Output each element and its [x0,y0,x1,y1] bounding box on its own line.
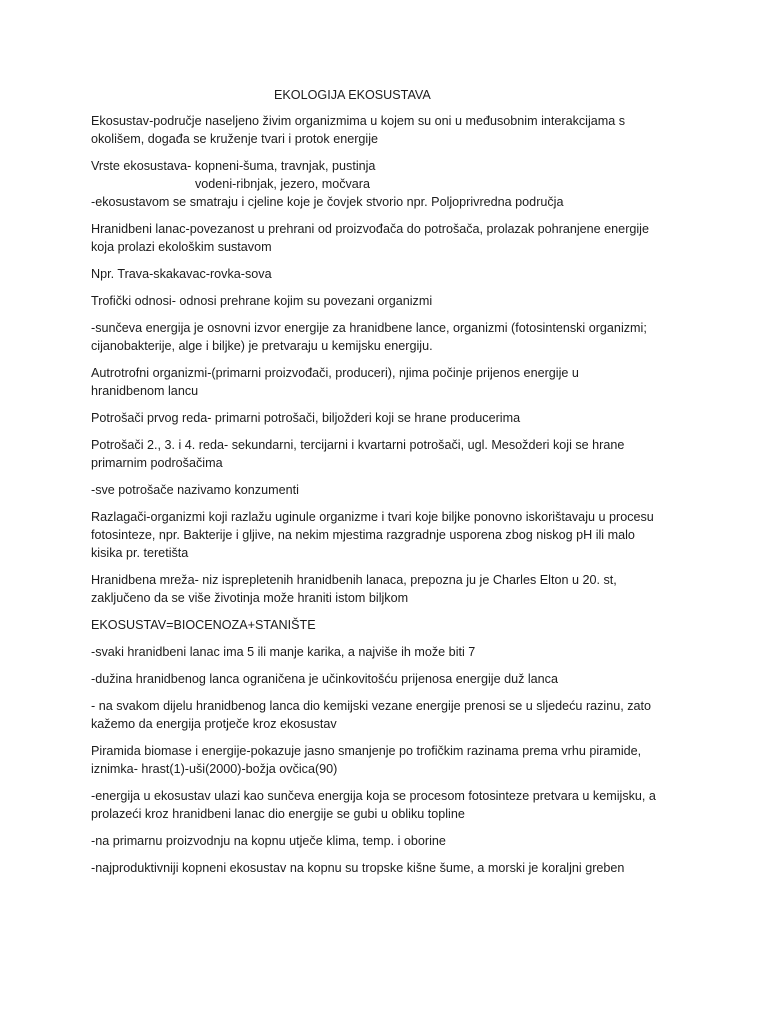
text-line: iznimka- hrast(1)-uši(2000)-božja ovčica(90) [91,762,338,776]
page-title: EKOLOGIJA EKOSUSTAVA [274,88,431,102]
text-line: Potrošači prvog reda- primarni potrošači, biljožderi koji se hrane producerima [91,411,521,425]
text-line: fotosinteze, npr. Bakterije i gljive, na nekim mjestima razgradnje usporena zbog niskog pH ili malo [91,528,635,542]
text-line: kažemo da energija protječe kroz ekosustav [91,717,337,731]
paragraph-ekosustav [91,112,691,148]
text-line: Potrošači 2., 3. i 4. reda- sekundarni, tercijarni i kvartarni potrošači, ugl. Mesožderi koji se hrane [91,438,625,452]
paragraph-primjer [91,265,691,283]
text-line: -energija u ekosustav ulazi kao sunčeva energija koja se procesom fotosinteze pretvara u kemijsku, a [91,789,656,803]
paragraph-protok-energije [91,697,691,733]
paragraph-broj-karika [91,643,691,661]
paragraph-hranidbeni-lanac [91,220,691,256]
text-line: primarnim podrošačima [91,456,223,470]
paragraph-troficki-odnosi [91,292,691,310]
paragraph-primarna-proizvodnja [91,832,691,850]
text-line: -ekosustavom se smatraju i cjeline koje je čovjek stvorio npr. Poljoprivredna područja [91,195,564,209]
text-line: cijanobakterije, alge i biljke) je pretvaraju u kemijsku energiju. [91,339,433,353]
text-line: kisika pr. teretišta [91,546,189,560]
text-line: okolišem, događa se kruženje tvari i protok energije [91,132,379,146]
text-line: Ekosustav-područje naseljeno živim organizmima u kojem su oni u međusobnim interakcijama s [91,114,626,128]
text-line: Hranidbena mreža- niz isprepletenih hranidbenih lanaca, prepozna ju je Charles Elton u 20. st, [91,573,617,587]
text-line: -dužina hranidbenog lanca ograničena je učinkovitošću prijenosa energije duž lanca [91,672,558,686]
paragraph-vrste-ekosustava [91,157,691,211]
text-line: Hranidbeni lanac-povezanost u prehrani od proizvođača do potrošača, prolazak pohranjene energije [91,222,649,236]
text-line: -sunčeva energija je osnovni izvor energije za hranidbene lance, organizmi (fotosintenski organizmi; [91,321,647,335]
paragraph-najproduktivniji [91,859,691,877]
paragraph-ekosustav-formula [91,616,691,634]
paragraph-autotrofni [91,364,691,400]
text-line: Trofički odnosi- odnosi prehrane kojim su povezani organizmi [91,294,433,308]
text-line: zaključeno da se više životinja može hraniti istom biljkom [91,591,409,605]
text-line: - na svakom dijelu hranidbenog lanca dio kemijski vezane energije prenosi se u sljedeću razinu, zato [91,699,652,713]
text-line-indented: vodeni-ribnjak, jezero, močvara [195,177,370,191]
text-line: Vrste ekosustava- kopneni-šuma, travnjak, pustinja [91,159,376,173]
text-line: prolazeći kroz hranidbeni lanac dio energije se gubi u obliku topline [91,807,465,821]
paragraph-potrosaci-prvog-reda [91,409,691,427]
paragraph-konzumenti [91,481,691,499]
paragraph-piramida [91,742,691,778]
text-line: -svaki hranidbeni lanac ima 5 ili manje karika, a najviše ih može biti 7 [91,645,476,659]
text-line: Autrotrofni organizmi-(primarni proizvođači, produceri), njima počinje prijenos energije u [91,366,579,380]
text-line: hranidbenom lancu [91,384,199,398]
paragraph-razlagaci [91,508,691,562]
text-line: koja prolazi ekološkim sustavom [91,240,272,254]
text-line: Piramida biomase i energije-pokazuje jasno smanjenje po trofičkim razinama prema vrhu piramide, [91,744,642,758]
document-body [91,112,691,886]
text-line: Razlagači-organizmi koji razlažu uginule organizme i tvari koje biljke ponovno iskorištavaju u procesu [91,510,654,524]
text-line: EKOSUSTAV=BIOCENOZA+STANIŠTE [91,618,316,632]
paragraph-duzina-lanca [91,670,691,688]
text-line: -na primarnu proizvodnju na kopnu utječe klima, temp. i oborine [91,834,446,848]
text-line: -najproduktivniji kopneni ekosustav na kopnu su tropske kišne šume, a morski je koraljni greben [91,861,625,875]
paragraph-energija-ulazi [91,787,691,823]
paragraph-suncева-energija [91,319,691,355]
paragraph-hranidbena-mreza [91,571,691,607]
text-line: Npr. Trava-skakavac-rovka-sova [91,267,272,281]
paragraph-potrosaci-visih-redova [91,436,691,472]
text-line: -sve potrošače nazivamo konzumenti [91,483,299,497]
